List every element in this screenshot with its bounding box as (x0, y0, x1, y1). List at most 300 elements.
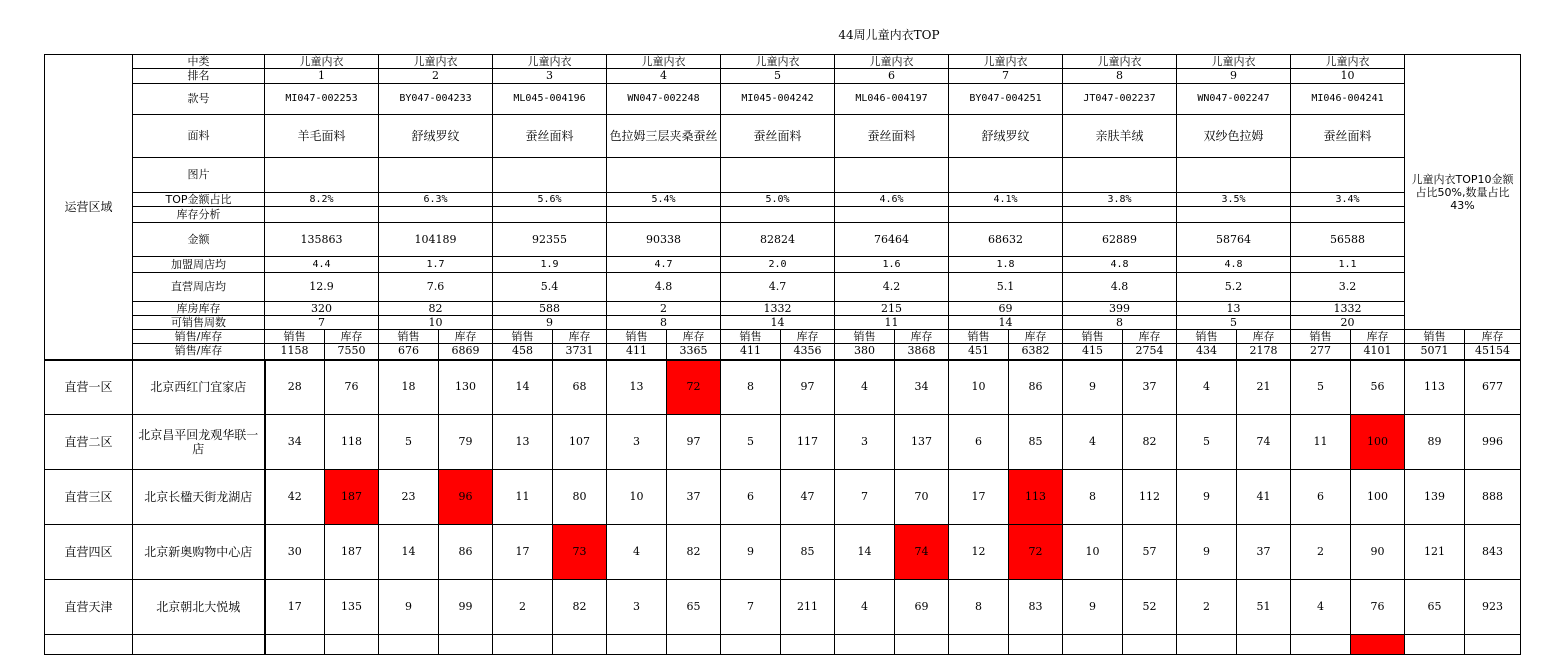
product-amount[interactable]: 58764 (1177, 223, 1291, 257)
store-sales-cell[interactable]: 13 (493, 415, 553, 470)
sales-total-cell[interactable]: 415 (1063, 344, 1123, 360)
store-name[interactable]: 北京朝北大悦城 (133, 580, 265, 635)
product-warehouse-stock[interactable]: 399 (1063, 302, 1177, 316)
stock-total-cell[interactable]: 4101 (1351, 344, 1405, 360)
stock-column-header[interactable]: 库存 (781, 330, 835, 344)
store-sales-cell[interactable]: 10 (1063, 525, 1123, 580)
product-image-cell[interactable] (493, 158, 607, 193)
store-sales-cell[interactable]: 10 (949, 360, 1009, 415)
sales-column-header[interactable]: 销售 (1405, 330, 1465, 344)
product-style[interactable]: JT047-002237 (1063, 84, 1177, 115)
store-sales-cell[interactable]: 7 (835, 470, 895, 525)
store-stock-cell[interactable]: 112 (1123, 470, 1177, 525)
product-top-amount-pct[interactable]: 5.6% (493, 193, 607, 207)
sales-total-cell[interactable]: 380 (835, 344, 895, 360)
product-image-cell[interactable] (1291, 158, 1405, 193)
store-total-sales[interactable]: 121 (1405, 525, 1465, 580)
store-stock-cell[interactable]: 107 (553, 415, 607, 470)
partial-cell[interactable] (1063, 635, 1123, 655)
store-stock-cell[interactable]: 96 (439, 470, 493, 525)
product-image-cell[interactable] (949, 207, 1063, 223)
store-sales-cell[interactable]: 6 (949, 415, 1009, 470)
row-label-stock-analysis[interactable]: 库存分析 (133, 207, 265, 223)
store-stock-cell[interactable]: 83 (1009, 580, 1063, 635)
partial-cell[interactable] (721, 635, 781, 655)
product-weeks-sellable[interactable]: 14 (949, 316, 1063, 330)
row-label-image[interactable]: 图片 (133, 158, 265, 193)
partial-cell[interactable] (949, 635, 1009, 655)
store-region[interactable]: 直营天津 (45, 580, 133, 635)
product-category[interactable]: 儿童内衣 (835, 55, 949, 69)
store-sales-cell[interactable]: 6 (1291, 470, 1351, 525)
product-franchise-avg[interactable]: 1.1 (1291, 257, 1405, 273)
product-category[interactable]: 儿童内衣 (721, 55, 835, 69)
product-amount[interactable]: 62889 (1063, 223, 1177, 257)
sales-total-cell[interactable]: 434 (1177, 344, 1237, 360)
store-stock-cell[interactable]: 70 (895, 470, 949, 525)
store-sales-cell[interactable]: 14 (493, 360, 553, 415)
stock-total-cell[interactable]: 3731 (553, 344, 607, 360)
product-image-cell[interactable] (949, 158, 1063, 193)
product-rank[interactable]: 8 (1063, 69, 1177, 84)
store-sales-cell[interactable]: 42 (265, 470, 325, 525)
product-image-cell[interactable] (607, 207, 721, 223)
sales-column-header[interactable]: 销售 (1063, 330, 1123, 344)
product-amount[interactable]: 76464 (835, 223, 949, 257)
store-sales-cell[interactable]: 4 (1063, 415, 1123, 470)
store-stock-cell[interactable]: 52 (1123, 580, 1177, 635)
store-stock-cell[interactable]: 37 (1237, 525, 1291, 580)
store-stock-cell[interactable]: 41 (1237, 470, 1291, 525)
product-direct-avg[interactable]: 4.8 (607, 273, 721, 302)
sales-column-header[interactable]: 销售 (607, 330, 667, 344)
row-label-direct-avg[interactable]: 直营周店均 (133, 273, 265, 302)
store-region[interactable]: 直营二区 (45, 415, 133, 470)
store-sales-cell[interactable]: 4 (1291, 580, 1351, 635)
product-category[interactable]: 儿童内衣 (1177, 55, 1291, 69)
store-total-stock[interactable]: 996 (1465, 415, 1521, 470)
store-sales-cell[interactable]: 5 (1291, 360, 1351, 415)
store-sales-cell[interactable]: 9 (1063, 360, 1123, 415)
product-direct-avg[interactable]: 4.8 (1063, 273, 1177, 302)
product-image-cell[interactable] (835, 207, 949, 223)
product-direct-avg[interactable]: 4.2 (835, 273, 949, 302)
product-style[interactable]: MI045-004242 (721, 84, 835, 115)
product-direct-avg[interactable]: 5.4 (493, 273, 607, 302)
partial-cell[interactable] (133, 635, 265, 655)
stock-column-header[interactable]: 库存 (667, 330, 721, 344)
product-image-cell[interactable] (721, 158, 835, 193)
store-stock-cell[interactable]: 90 (1351, 525, 1405, 580)
product-image-cell[interactable] (265, 207, 379, 223)
product-direct-avg[interactable]: 7.6 (379, 273, 493, 302)
product-franchise-avg[interactable]: 1.9 (493, 257, 607, 273)
store-sales-cell[interactable]: 10 (607, 470, 667, 525)
store-total-sales[interactable]: 139 (1405, 470, 1465, 525)
store-total-sales[interactable]: 113 (1405, 360, 1465, 415)
product-image-cell[interactable] (1291, 207, 1405, 223)
store-region[interactable]: 直营三区 (45, 470, 133, 525)
partial-cell[interactable] (379, 635, 439, 655)
product-rank[interactable]: 10 (1291, 69, 1405, 84)
product-warehouse-stock[interactable]: 1332 (1291, 302, 1405, 316)
store-stock-cell[interactable]: 82 (1123, 415, 1177, 470)
stock-column-header[interactable]: 库存 (895, 330, 949, 344)
store-sales-cell[interactable]: 23 (379, 470, 439, 525)
product-image-cell[interactable] (1063, 158, 1177, 193)
product-weeks-sellable[interactable]: 8 (607, 316, 721, 330)
store-stock-cell[interactable]: 47 (781, 470, 835, 525)
store-stock-cell[interactable]: 21 (1237, 360, 1291, 415)
store-stock-cell[interactable]: 65 (667, 580, 721, 635)
product-amount[interactable]: 92355 (493, 223, 607, 257)
product-category[interactable]: 儿童内衣 (607, 55, 721, 69)
product-style[interactable]: BY047-004233 (379, 84, 493, 115)
product-image-cell[interactable] (607, 158, 721, 193)
product-top-amount-pct[interactable]: 8.2% (265, 193, 379, 207)
partial-cell[interactable] (1009, 635, 1063, 655)
store-sales-cell[interactable]: 9 (1063, 580, 1123, 635)
product-image-cell[interactable] (835, 158, 949, 193)
product-top-amount-pct[interactable]: 5.4% (607, 193, 721, 207)
store-stock-cell[interactable]: 74 (1237, 415, 1291, 470)
product-franchise-avg[interactable]: 1.7 (379, 257, 493, 273)
sales-column-header[interactable]: 销售 (949, 330, 1009, 344)
stock-total-cell[interactable]: 6382 (1009, 344, 1063, 360)
store-stock-cell[interactable]: 73 (553, 525, 607, 580)
store-name[interactable]: 北京西红门宜家店 (133, 360, 265, 415)
row-label-rank[interactable]: 排名 (133, 69, 265, 84)
product-rank[interactable]: 7 (949, 69, 1063, 84)
product-style[interactable]: BY047-004251 (949, 84, 1063, 115)
product-weeks-sellable[interactable]: 10 (379, 316, 493, 330)
store-stock-cell[interactable]: 34 (895, 360, 949, 415)
store-stock-cell[interactable]: 97 (781, 360, 835, 415)
product-weeks-sellable[interactable]: 5 (1177, 316, 1291, 330)
product-fabric[interactable]: 蚕丝面料 (835, 115, 949, 158)
stock-column-header[interactable]: 库存 (325, 330, 379, 344)
store-stock-cell[interactable]: 72 (1009, 525, 1063, 580)
row-label-amount[interactable]: 金额 (133, 223, 265, 257)
store-sales-cell[interactable]: 5 (721, 415, 781, 470)
store-stock-cell[interactable]: 57 (1123, 525, 1177, 580)
product-rank[interactable]: 9 (1177, 69, 1291, 84)
store-name[interactable]: 北京新奥购物中心店 (133, 525, 265, 580)
partial-cell[interactable] (607, 635, 667, 655)
store-stock-cell[interactable]: 37 (1123, 360, 1177, 415)
product-top-amount-pct[interactable]: 3.8% (1063, 193, 1177, 207)
sales-total-cell[interactable]: 411 (721, 344, 781, 360)
partial-cell[interactable] (835, 635, 895, 655)
product-category[interactable]: 儿童内衣 (949, 55, 1063, 69)
grand-sales-total[interactable]: 5071 (1405, 344, 1465, 360)
store-stock-cell[interactable]: 86 (439, 525, 493, 580)
product-top-amount-pct[interactable]: 4.6% (835, 193, 949, 207)
product-image-cell[interactable] (379, 207, 493, 223)
store-stock-cell[interactable]: 79 (439, 415, 493, 470)
product-top-amount-pct[interactable]: 6.3% (379, 193, 493, 207)
product-top-amount-pct[interactable]: 4.1% (949, 193, 1063, 207)
store-sales-cell[interactable]: 14 (835, 525, 895, 580)
product-rank[interactable]: 3 (493, 69, 607, 84)
product-amount[interactable]: 135863 (265, 223, 379, 257)
store-sales-cell[interactable]: 12 (949, 525, 1009, 580)
sales-total-cell[interactable]: 277 (1291, 344, 1351, 360)
partial-cell[interactable] (667, 635, 721, 655)
store-sales-cell[interactable]: 4 (1177, 360, 1237, 415)
store-sales-cell[interactable]: 5 (379, 415, 439, 470)
store-stock-cell[interactable]: 82 (667, 525, 721, 580)
product-franchise-avg[interactable]: 4.4 (265, 257, 379, 273)
store-total-sales[interactable]: 65 (1405, 580, 1465, 635)
product-amount[interactable]: 104189 (379, 223, 493, 257)
store-stock-cell[interactable]: 76 (1351, 580, 1405, 635)
product-franchise-avg[interactable]: 4.8 (1063, 257, 1177, 273)
store-sales-cell[interactable]: 5 (1177, 415, 1237, 470)
product-fabric[interactable]: 舒绒罗纹 (949, 115, 1063, 158)
store-stock-cell[interactable]: 82 (553, 580, 607, 635)
store-stock-cell[interactable]: 80 (553, 470, 607, 525)
row-label-sales-stock[interactable]: 销售/库存 (133, 330, 265, 344)
sales-column-header[interactable]: 销售 (1177, 330, 1237, 344)
stock-column-header[interactable]: 库存 (1237, 330, 1291, 344)
partial-cell[interactable] (493, 635, 553, 655)
product-rank[interactable]: 5 (721, 69, 835, 84)
product-amount[interactable]: 56588 (1291, 223, 1405, 257)
product-fabric[interactable]: 舒绒罗纹 (379, 115, 493, 158)
partial-cell[interactable] (895, 635, 949, 655)
sales-total-cell[interactable]: 451 (949, 344, 1009, 360)
partial-cell[interactable] (265, 635, 325, 655)
store-name[interactable]: 北京长楹天街龙湖店 (133, 470, 265, 525)
product-warehouse-stock[interactable]: 215 (835, 302, 949, 316)
sales-column-header[interactable]: 销售 (1291, 330, 1351, 344)
store-sales-cell[interactable]: 2 (1177, 580, 1237, 635)
row-label-warehouse-stock[interactable]: 库房库存 (133, 302, 265, 316)
product-fabric[interactable]: 蚕丝面料 (721, 115, 835, 158)
product-franchise-avg[interactable]: 1.8 (949, 257, 1063, 273)
store-stock-cell[interactable]: 68 (553, 360, 607, 415)
store-sales-cell[interactable]: 4 (835, 360, 895, 415)
product-category[interactable]: 儿童内衣 (1291, 55, 1405, 69)
product-image-cell[interactable] (1177, 207, 1291, 223)
store-sales-cell[interactable]: 17 (949, 470, 1009, 525)
product-category[interactable]: 儿童内衣 (265, 55, 379, 69)
row-label-category[interactable]: 中类 (133, 55, 265, 69)
store-stock-cell[interactable]: 86 (1009, 360, 1063, 415)
store-sales-cell[interactable]: 13 (607, 360, 667, 415)
product-direct-avg[interactable]: 5.1 (949, 273, 1063, 302)
store-sales-cell[interactable]: 17 (493, 525, 553, 580)
store-name[interactable]: 北京昌平回龙观华联一店 (133, 415, 265, 470)
store-sales-cell[interactable]: 2 (1291, 525, 1351, 580)
product-direct-avg[interactable]: 4.7 (721, 273, 835, 302)
store-stock-cell[interactable]: 72 (667, 360, 721, 415)
product-franchise-avg[interactable]: 1.6 (835, 257, 949, 273)
region-header[interactable]: 运营区域 (45, 55, 133, 360)
product-image-cell[interactable] (493, 207, 607, 223)
store-stock-cell[interactable]: 100 (1351, 415, 1405, 470)
store-sales-cell[interactable]: 8 (1063, 470, 1123, 525)
product-rank[interactable]: 6 (835, 69, 949, 84)
product-style[interactable]: MI047-002253 (265, 84, 379, 115)
store-stock-cell[interactable]: 76 (325, 360, 379, 415)
store-stock-cell[interactable]: 51 (1237, 580, 1291, 635)
partial-cell[interactable] (325, 635, 379, 655)
product-style[interactable]: WN047-002248 (607, 84, 721, 115)
stock-total-cell[interactable]: 3365 (667, 344, 721, 360)
product-top-amount-pct[interactable]: 3.5% (1177, 193, 1291, 207)
store-sales-cell[interactable]: 18 (379, 360, 439, 415)
partial-cell[interactable] (45, 635, 133, 655)
row-label-weeks-sellable[interactable]: 可销售周数 (133, 316, 265, 330)
stock-column-header[interactable]: 库存 (1009, 330, 1063, 344)
product-amount[interactable]: 90338 (607, 223, 721, 257)
product-style[interactable]: MI046-004241 (1291, 84, 1405, 115)
partial-cell[interactable] (1123, 635, 1177, 655)
product-amount[interactable]: 82824 (721, 223, 835, 257)
store-sales-cell[interactable]: 6 (721, 470, 781, 525)
store-total-stock[interactable]: 843 (1465, 525, 1521, 580)
store-sales-cell[interactable]: 9 (721, 525, 781, 580)
grand-stock-total[interactable]: 45154 (1465, 344, 1521, 360)
product-style[interactable]: WN047-002247 (1177, 84, 1291, 115)
product-direct-avg[interactable]: 3.2 (1291, 273, 1405, 302)
product-direct-avg[interactable]: 12.9 (265, 273, 379, 302)
store-sales-cell[interactable]: 8 (949, 580, 1009, 635)
sales-column-header[interactable]: 销售 (379, 330, 439, 344)
sales-column-header[interactable]: 销售 (835, 330, 895, 344)
product-warehouse-stock[interactable]: 1332 (721, 302, 835, 316)
store-stock-cell[interactable]: 135 (325, 580, 379, 635)
store-stock-cell[interactable]: 187 (325, 470, 379, 525)
product-warehouse-stock[interactable]: 320 (265, 302, 379, 316)
partial-cell[interactable] (1237, 635, 1291, 655)
partial-cell[interactable] (1405, 635, 1465, 655)
store-sales-cell[interactable]: 4 (835, 580, 895, 635)
product-image-cell[interactable] (721, 207, 835, 223)
sales-column-header[interactable]: 销售 (493, 330, 553, 344)
store-sales-cell[interactable]: 9 (1177, 470, 1237, 525)
partial-cell[interactable] (1291, 635, 1351, 655)
product-weeks-sellable[interactable]: 14 (721, 316, 835, 330)
store-stock-cell[interactable]: 130 (439, 360, 493, 415)
row-label-style[interactable]: 款号 (133, 84, 265, 115)
store-sales-cell[interactable]: 7 (721, 580, 781, 635)
partial-cell[interactable] (1177, 635, 1237, 655)
product-top-amount-pct[interactable]: 3.4% (1291, 193, 1405, 207)
product-category[interactable]: 儿童内衣 (1063, 55, 1177, 69)
product-franchise-avg[interactable]: 4.8 (1177, 257, 1291, 273)
product-franchise-avg[interactable]: 4.7 (607, 257, 721, 273)
product-rank[interactable]: 4 (607, 69, 721, 84)
row-label-top-amount-pct[interactable]: TOP金额占比 (133, 193, 265, 207)
product-category[interactable]: 儿童内衣 (493, 55, 607, 69)
sales-column-header[interactable]: 销售 (265, 330, 325, 344)
product-warehouse-stock[interactable]: 69 (949, 302, 1063, 316)
sales-total-cell[interactable]: 458 (493, 344, 553, 360)
store-sales-cell[interactable]: 3 (607, 580, 667, 635)
partial-cell[interactable] (781, 635, 835, 655)
stock-total-cell[interactable]: 4356 (781, 344, 835, 360)
store-stock-cell[interactable]: 211 (781, 580, 835, 635)
store-stock-cell[interactable]: 100 (1351, 470, 1405, 525)
product-fabric[interactable]: 双纱色拉姆 (1177, 115, 1291, 158)
partial-cell[interactable] (1465, 635, 1521, 655)
sales-total-cell[interactable]: 1158 (265, 344, 325, 360)
sales-column-header[interactable]: 销售 (721, 330, 781, 344)
store-sales-cell[interactable]: 2 (493, 580, 553, 635)
store-sales-cell[interactable]: 28 (265, 360, 325, 415)
row-label-franchise-avg[interactable]: 加盟周店均 (133, 257, 265, 273)
product-rank[interactable]: 1 (265, 69, 379, 84)
store-stock-cell[interactable]: 85 (1009, 415, 1063, 470)
product-image-cell[interactable] (1063, 207, 1177, 223)
product-fabric[interactable]: 色拉姆三层夹桑蚕丝 (607, 115, 721, 158)
product-style[interactable]: ML045-004196 (493, 84, 607, 115)
store-stock-cell[interactable]: 69 (895, 580, 949, 635)
product-weeks-sellable[interactable]: 11 (835, 316, 949, 330)
store-sales-cell[interactable]: 3 (607, 415, 667, 470)
product-fabric[interactable]: 羊毛面料 (265, 115, 379, 158)
partial-cell[interactable] (439, 635, 493, 655)
store-stock-cell[interactable]: 113 (1009, 470, 1063, 525)
stock-column-header[interactable]: 库存 (1351, 330, 1405, 344)
store-sales-cell[interactable]: 9 (379, 580, 439, 635)
product-fabric[interactable]: 蚕丝面料 (493, 115, 607, 158)
store-region[interactable]: 直营四区 (45, 525, 133, 580)
stock-total-cell[interactable]: 7550 (325, 344, 379, 360)
sales-total-cell[interactable]: 411 (607, 344, 667, 360)
store-sales-cell[interactable]: 17 (265, 580, 325, 635)
store-sales-cell[interactable]: 4 (607, 525, 667, 580)
product-top-amount-pct[interactable]: 5.0% (721, 193, 835, 207)
product-amount[interactable]: 68632 (949, 223, 1063, 257)
store-region[interactable]: 直营一区 (45, 360, 133, 415)
product-weeks-sellable[interactable]: 8 (1063, 316, 1177, 330)
product-warehouse-stock[interactable]: 2 (607, 302, 721, 316)
store-sales-cell[interactable]: 34 (265, 415, 325, 470)
store-stock-cell[interactable]: 187 (325, 525, 379, 580)
store-total-sales[interactable]: 89 (1405, 415, 1465, 470)
product-weeks-sellable[interactable]: 7 (265, 316, 379, 330)
partial-cell[interactable] (1351, 635, 1405, 655)
product-warehouse-stock[interactable]: 13 (1177, 302, 1291, 316)
product-direct-avg[interactable]: 5.2 (1177, 273, 1291, 302)
product-image-cell[interactable] (265, 158, 379, 193)
store-sales-cell[interactable]: 9 (1177, 525, 1237, 580)
stock-total-cell[interactable]: 2178 (1237, 344, 1291, 360)
store-total-stock[interactable]: 923 (1465, 580, 1521, 635)
store-sales-cell[interactable]: 3 (835, 415, 895, 470)
store-stock-cell[interactable]: 85 (781, 525, 835, 580)
store-sales-cell[interactable]: 8 (721, 360, 781, 415)
summary-note[interactable]: 儿童内衣TOP10金额占比50%,数量占比43% (1405, 55, 1521, 330)
row-label-sales-stock-totals[interactable]: 销售/库存 (133, 344, 265, 360)
store-sales-cell[interactable]: 11 (493, 470, 553, 525)
product-style[interactable]: ML046-004197 (835, 84, 949, 115)
store-sales-cell[interactable]: 14 (379, 525, 439, 580)
product-fabric[interactable]: 亲肤羊绒 (1063, 115, 1177, 158)
product-image-cell[interactable] (379, 158, 493, 193)
partial-cell[interactable] (553, 635, 607, 655)
product-category[interactable]: 儿童内衣 (379, 55, 493, 69)
store-sales-cell[interactable]: 30 (265, 525, 325, 580)
stock-column-header[interactable]: 库存 (1465, 330, 1521, 344)
product-rank[interactable]: 2 (379, 69, 493, 84)
store-stock-cell[interactable]: 97 (667, 415, 721, 470)
stock-total-cell[interactable]: 2754 (1123, 344, 1177, 360)
